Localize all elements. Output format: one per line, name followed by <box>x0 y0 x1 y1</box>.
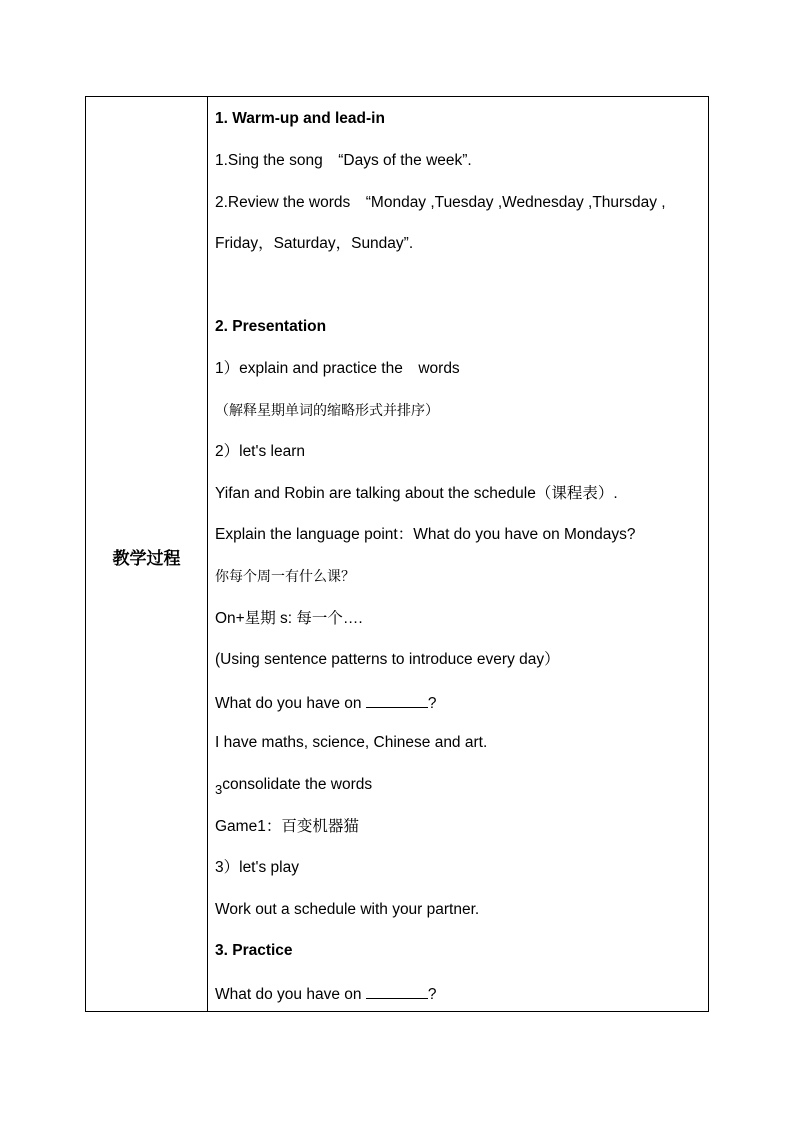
question-mark: ? <box>427 986 437 1003</box>
text-line: 2.Review the words “Monday ,Tuesday ,Wednesday ,Thursday , <box>215 194 666 211</box>
text-line: I have maths, science, Chinese and art. <box>215 734 488 751</box>
lesson-plan-table <box>85 96 709 1012</box>
text-line: Friday，Saturday，Sunday”. <box>215 235 414 252</box>
text-line: On+星期 s: 每一个…. <box>215 610 363 627</box>
fill-in-sentence <box>215 693 436 713</box>
text-line: Work out a schedule with your partner. <box>215 901 480 918</box>
section-heading-warmup: 1. Warm-up and lead-in <box>215 110 385 127</box>
row-label-cell <box>86 97 208 1011</box>
consolidate-line <box>215 776 373 797</box>
line-text: consolidate the words <box>222 776 373 793</box>
content-cell <box>208 97 708 1011</box>
text-line: Game1：百变机器猫 <box>215 818 359 835</box>
text-line: (Using sentence patterns to introduce every day） <box>215 651 560 668</box>
text-line: （解释星期单词的缩略形式并排序） <box>215 403 439 419</box>
sentence-text: What do you have on <box>215 695 362 712</box>
text-line: 1）explain and practice the words <box>215 360 460 377</box>
text-line: 你每个周一有什么课？ <box>215 569 355 585</box>
text-line: Yifan and Robin are talking about the schedule（课程表）. <box>215 485 618 502</box>
section-heading-presentation: 2. Presentation <box>215 318 327 335</box>
text-line: 3）let's play <box>215 859 299 876</box>
blank-line <box>366 984 428 999</box>
blank-line <box>366 693 428 708</box>
row-label: 教学过程 <box>112 549 181 569</box>
text-line: 2）let's learn <box>215 443 305 460</box>
sentence-text: What do you have on <box>215 986 362 1003</box>
section-heading-practice: 3. Practice <box>215 942 293 959</box>
item-number: 3 <box>215 782 223 797</box>
text-line: 1.Sing the song “Days of the week”. <box>215 152 472 169</box>
fill-in-sentence <box>215 984 436 1004</box>
question-mark: ? <box>427 695 437 712</box>
text-line: Explain the language point：What do you have on Mondays? <box>215 526 636 543</box>
